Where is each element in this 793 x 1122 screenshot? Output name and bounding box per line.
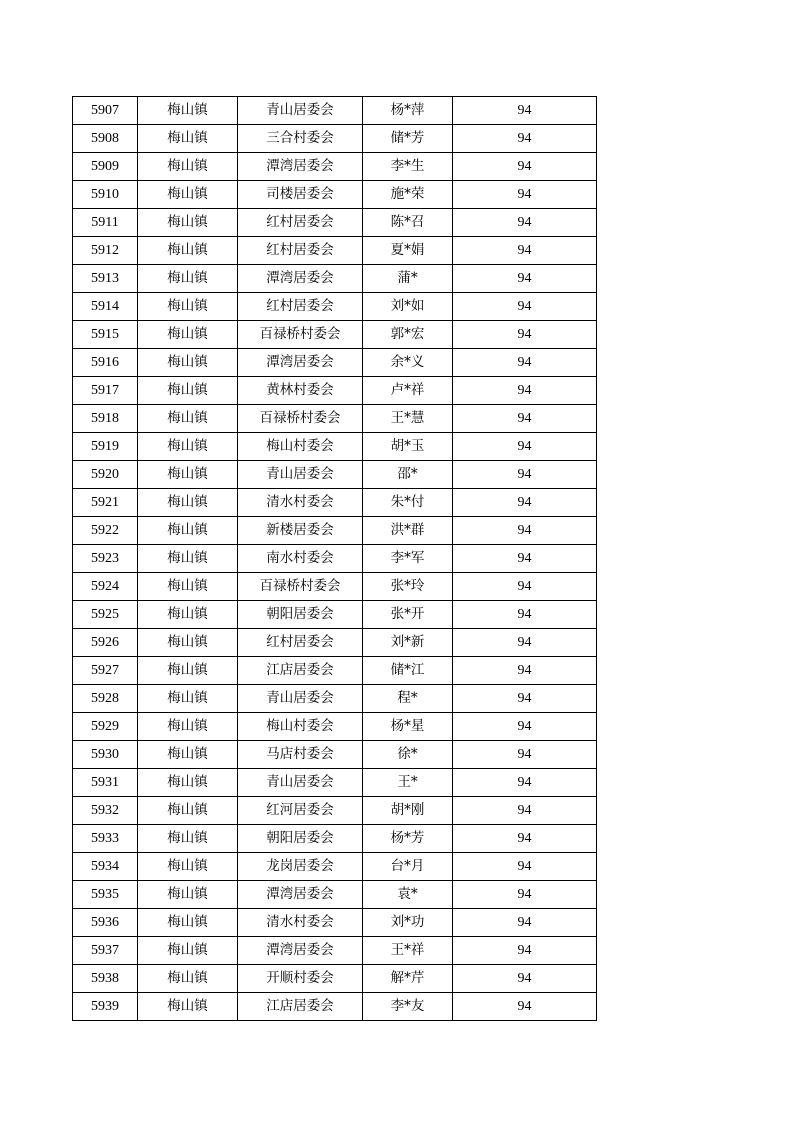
- table-row: [73, 97, 597, 125]
- committee-cell: 红村居委会: [238, 237, 363, 265]
- table-row: [73, 517, 597, 545]
- committee-cell: 青山居委会: [238, 461, 363, 489]
- table-row: [73, 545, 597, 573]
- row-number-cell: 5915: [73, 321, 138, 349]
- score-cell: 94: [453, 769, 597, 797]
- town-cell: 梅山镇: [138, 937, 238, 965]
- row-number-cell: 5922: [73, 517, 138, 545]
- table-row: [73, 909, 597, 937]
- score-cell: 94: [453, 489, 597, 517]
- table-row: [73, 713, 597, 741]
- town-cell: 梅山镇: [138, 433, 238, 461]
- row-number-cell: 5935: [73, 881, 138, 909]
- person-name-cell: 袁*: [363, 881, 453, 909]
- score-cell: 94: [453, 349, 597, 377]
- row-number-cell: 5936: [73, 909, 138, 937]
- town-cell: 梅山镇: [138, 741, 238, 769]
- row-number-cell: 5924: [73, 573, 138, 601]
- row-number-cell: 5907: [73, 97, 138, 125]
- town-cell: 梅山镇: [138, 573, 238, 601]
- score-cell: 94: [453, 237, 597, 265]
- row-number-cell: 5933: [73, 825, 138, 853]
- person-name-cell: 杨*芳: [363, 825, 453, 853]
- town-cell: 梅山镇: [138, 685, 238, 713]
- committee-cell: 朝阳居委会: [238, 601, 363, 629]
- table-row: [73, 769, 597, 797]
- row-number-cell: 5918: [73, 405, 138, 433]
- town-cell: 梅山镇: [138, 377, 238, 405]
- committee-cell: 江店居委会: [238, 657, 363, 685]
- person-name-cell: 刘*功: [363, 909, 453, 937]
- score-cell: 94: [453, 321, 597, 349]
- committee-cell: 三合村委会: [238, 125, 363, 153]
- table-row: [73, 209, 597, 237]
- committee-cell: 青山居委会: [238, 97, 363, 125]
- table-row: [73, 321, 597, 349]
- roster-table-body: [73, 97, 597, 1021]
- town-cell: 梅山镇: [138, 321, 238, 349]
- row-number-cell: 5929: [73, 713, 138, 741]
- town-cell: 梅山镇: [138, 657, 238, 685]
- committee-cell: 潭湾居委会: [238, 937, 363, 965]
- committee-cell: 百禄桥村委会: [238, 321, 363, 349]
- table-row: [73, 461, 597, 489]
- row-number-cell: 5938: [73, 965, 138, 993]
- row-number-cell: 5923: [73, 545, 138, 573]
- committee-cell: 司楼居委会: [238, 181, 363, 209]
- person-name-cell: 程*: [363, 685, 453, 713]
- score-cell: 94: [453, 517, 597, 545]
- person-name-cell: 洪*群: [363, 517, 453, 545]
- score-cell: 94: [453, 97, 597, 125]
- committee-cell: 青山居委会: [238, 769, 363, 797]
- town-cell: 梅山镇: [138, 461, 238, 489]
- table-row: [73, 853, 597, 881]
- person-name-cell: 张*玲: [363, 573, 453, 601]
- score-cell: 94: [453, 797, 597, 825]
- committee-cell: 红村居委会: [238, 293, 363, 321]
- committee-cell: 龙岗居委会: [238, 853, 363, 881]
- score-cell: 94: [453, 573, 597, 601]
- score-cell: 94: [453, 881, 597, 909]
- committee-cell: 梅山村委会: [238, 433, 363, 461]
- score-cell: 94: [453, 629, 597, 657]
- table-row: [73, 965, 597, 993]
- row-number-cell: 5930: [73, 741, 138, 769]
- table-row: [73, 937, 597, 965]
- committee-cell: 朝阳居委会: [238, 825, 363, 853]
- person-name-cell: 解*芹: [363, 965, 453, 993]
- person-name-cell: 杨*萍: [363, 97, 453, 125]
- person-name-cell: 储*芳: [363, 125, 453, 153]
- town-cell: 梅山镇: [138, 713, 238, 741]
- town-cell: 梅山镇: [138, 993, 238, 1021]
- committee-cell: 梅山村委会: [238, 713, 363, 741]
- table-row: [73, 125, 597, 153]
- score-cell: 94: [453, 461, 597, 489]
- person-name-cell: 王*祥: [363, 937, 453, 965]
- town-cell: 梅山镇: [138, 125, 238, 153]
- committee-cell: 潭湾居委会: [238, 881, 363, 909]
- town-cell: 梅山镇: [138, 405, 238, 433]
- roster-table: [72, 96, 597, 1021]
- town-cell: 梅山镇: [138, 209, 238, 237]
- town-cell: 梅山镇: [138, 293, 238, 321]
- person-name-cell: 王*慧: [363, 405, 453, 433]
- committee-cell: 清水村委会: [238, 909, 363, 937]
- table-row: [73, 629, 597, 657]
- score-cell: 94: [453, 741, 597, 769]
- committee-cell: 江店居委会: [238, 993, 363, 1021]
- town-cell: 梅山镇: [138, 237, 238, 265]
- table-row: [73, 265, 597, 293]
- person-name-cell: 杨*星: [363, 713, 453, 741]
- town-cell: 梅山镇: [138, 881, 238, 909]
- committee-cell: 潭湾居委会: [238, 265, 363, 293]
- committee-cell: 清水村委会: [238, 489, 363, 517]
- table-row: [73, 405, 597, 433]
- score-cell: 94: [453, 993, 597, 1021]
- score-cell: 94: [453, 965, 597, 993]
- table-row: [73, 237, 597, 265]
- committee-cell: 百禄桥村委会: [238, 573, 363, 601]
- table-row: [73, 741, 597, 769]
- table-row: [73, 993, 597, 1021]
- row-number-cell: 5920: [73, 461, 138, 489]
- score-cell: 94: [453, 937, 597, 965]
- table-row: [73, 797, 597, 825]
- table-row: [73, 657, 597, 685]
- score-cell: 94: [453, 657, 597, 685]
- committee-cell: 开顺村委会: [238, 965, 363, 993]
- person-name-cell: 胡*刚: [363, 797, 453, 825]
- table-row: [73, 489, 597, 517]
- person-name-cell: 李*军: [363, 545, 453, 573]
- committee-cell: 南水村委会: [238, 545, 363, 573]
- row-number-cell: 5912: [73, 237, 138, 265]
- person-name-cell: 刘*如: [363, 293, 453, 321]
- score-cell: 94: [453, 181, 597, 209]
- person-name-cell: 刘*新: [363, 629, 453, 657]
- committee-cell: 马店村委会: [238, 741, 363, 769]
- table-row: [73, 881, 597, 909]
- town-cell: 梅山镇: [138, 517, 238, 545]
- row-number-cell: 5921: [73, 489, 138, 517]
- town-cell: 梅山镇: [138, 265, 238, 293]
- row-number-cell: 5916: [73, 349, 138, 377]
- row-number-cell: 5909: [73, 153, 138, 181]
- committee-cell: 潭湾居委会: [238, 153, 363, 181]
- town-cell: 梅山镇: [138, 153, 238, 181]
- table-row: [73, 433, 597, 461]
- score-cell: 94: [453, 293, 597, 321]
- committee-cell: 青山居委会: [238, 685, 363, 713]
- score-cell: 94: [453, 825, 597, 853]
- score-cell: 94: [453, 909, 597, 937]
- town-cell: 梅山镇: [138, 825, 238, 853]
- score-cell: 94: [453, 601, 597, 629]
- row-number-cell: 5932: [73, 797, 138, 825]
- town-cell: 梅山镇: [138, 769, 238, 797]
- town-cell: 梅山镇: [138, 545, 238, 573]
- score-cell: 94: [453, 713, 597, 741]
- table-row: [73, 349, 597, 377]
- row-number-cell: 5911: [73, 209, 138, 237]
- town-cell: 梅山镇: [138, 797, 238, 825]
- person-name-cell: 郭*宏: [363, 321, 453, 349]
- committee-cell: 黄林村委会: [238, 377, 363, 405]
- person-name-cell: 胡*玉: [363, 433, 453, 461]
- row-number-cell: 5939: [73, 993, 138, 1021]
- town-cell: 梅山镇: [138, 489, 238, 517]
- table-row: [73, 153, 597, 181]
- town-cell: 梅山镇: [138, 909, 238, 937]
- score-cell: 94: [453, 125, 597, 153]
- score-cell: 94: [453, 685, 597, 713]
- row-number-cell: 5926: [73, 629, 138, 657]
- person-name-cell: 台*月: [363, 853, 453, 881]
- row-number-cell: 5927: [73, 657, 138, 685]
- row-number-cell: 5925: [73, 601, 138, 629]
- town-cell: 梅山镇: [138, 601, 238, 629]
- score-cell: 94: [453, 405, 597, 433]
- row-number-cell: 5914: [73, 293, 138, 321]
- table-row: [73, 685, 597, 713]
- row-number-cell: 5917: [73, 377, 138, 405]
- person-name-cell: 张*开: [363, 601, 453, 629]
- town-cell: 梅山镇: [138, 853, 238, 881]
- row-number-cell: 5934: [73, 853, 138, 881]
- table-row: [73, 601, 597, 629]
- row-number-cell: 5928: [73, 685, 138, 713]
- committee-cell: 红河居委会: [238, 797, 363, 825]
- person-name-cell: 朱*付: [363, 489, 453, 517]
- score-cell: 94: [453, 265, 597, 293]
- person-name-cell: 卢*祥: [363, 377, 453, 405]
- table-row: [73, 825, 597, 853]
- town-cell: 梅山镇: [138, 629, 238, 657]
- town-cell: 梅山镇: [138, 181, 238, 209]
- score-cell: 94: [453, 545, 597, 573]
- person-name-cell: 储*江: [363, 657, 453, 685]
- committee-cell: 潭湾居委会: [238, 349, 363, 377]
- table-row: [73, 377, 597, 405]
- row-number-cell: 5931: [73, 769, 138, 797]
- person-name-cell: 余*义: [363, 349, 453, 377]
- score-cell: 94: [453, 853, 597, 881]
- committee-cell: 百禄桥村委会: [238, 405, 363, 433]
- person-name-cell: 陈*召: [363, 209, 453, 237]
- score-cell: 94: [453, 377, 597, 405]
- person-name-cell: 李*友: [363, 993, 453, 1021]
- committee-cell: 红村居委会: [238, 209, 363, 237]
- person-name-cell: 夏*娟: [363, 237, 453, 265]
- row-number-cell: 5919: [73, 433, 138, 461]
- table-row: [73, 181, 597, 209]
- person-name-cell: 施*荣: [363, 181, 453, 209]
- table-row: [73, 573, 597, 601]
- town-cell: 梅山镇: [138, 349, 238, 377]
- row-number-cell: 5937: [73, 937, 138, 965]
- score-cell: 94: [453, 433, 597, 461]
- row-number-cell: 5910: [73, 181, 138, 209]
- row-number-cell: 5913: [73, 265, 138, 293]
- person-name-cell: 王*: [363, 769, 453, 797]
- person-name-cell: 徐*: [363, 741, 453, 769]
- committee-cell: 红村居委会: [238, 629, 363, 657]
- person-name-cell: 蒲*: [363, 265, 453, 293]
- person-name-cell: 邵*: [363, 461, 453, 489]
- town-cell: 梅山镇: [138, 97, 238, 125]
- row-number-cell: 5908: [73, 125, 138, 153]
- committee-cell: 新楼居委会: [238, 517, 363, 545]
- person-name-cell: 李*生: [363, 153, 453, 181]
- town-cell: 梅山镇: [138, 965, 238, 993]
- table-row: [73, 293, 597, 321]
- score-cell: 94: [453, 209, 597, 237]
- score-cell: 94: [453, 153, 597, 181]
